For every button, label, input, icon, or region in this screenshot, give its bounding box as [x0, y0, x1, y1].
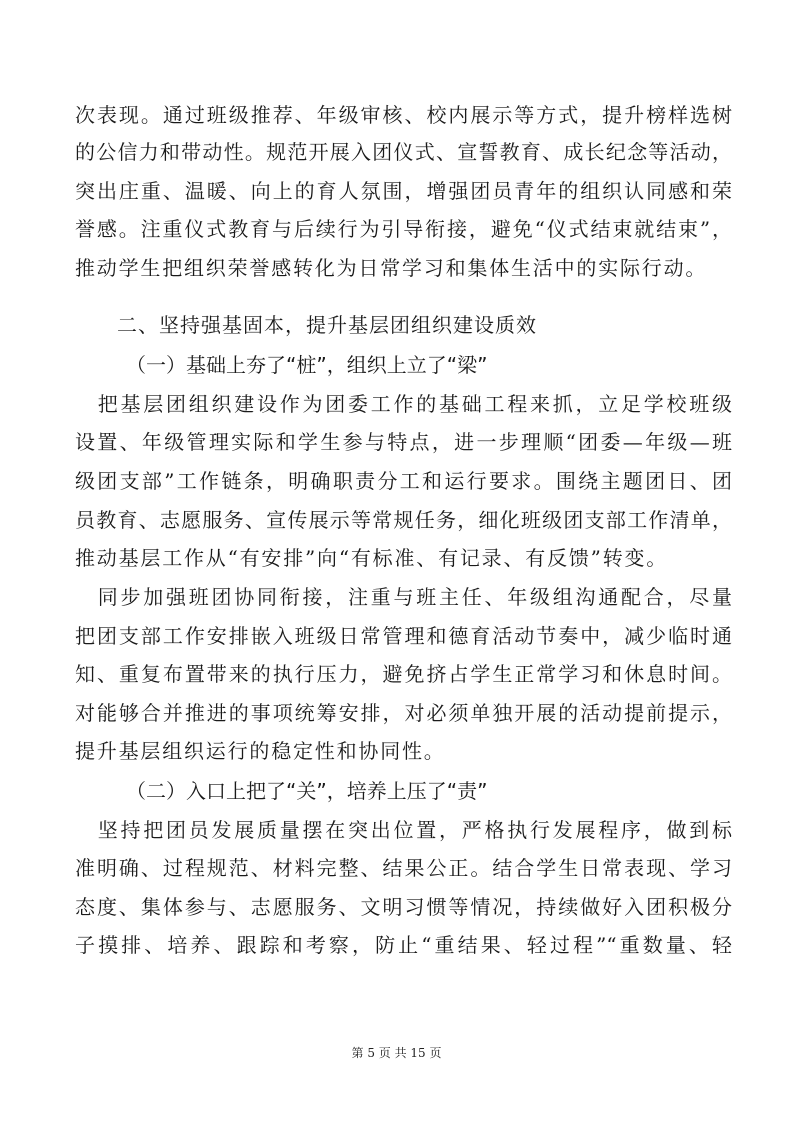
subsection-heading: （二）入口上把了“关”，培养上压了“责” — [126, 779, 488, 803]
paragraph-line: 突出庄重、温暖、向上的育人氛围，增强团员青年的组织认同感和荣 — [75, 179, 732, 203]
paragraph-line: 级团支部”工作链条，明确职责分工和运行要求。围绕主题团日、团 — [75, 469, 732, 493]
section-heading: 二、坚持强基固本，提升基层团组织建设质效 — [117, 313, 537, 337]
paragraph-line: 准明确、过程规范、材料完整、结果公正。结合学生日常表现、学习 — [75, 856, 732, 880]
paragraph-line: 对能够合并推进的事项统筹安排，对必须单独开展的活动提前提示， — [75, 701, 732, 725]
paragraph-line: 同步加强班团协同衔接，注重与班主任、年级组沟通配合，尽量 — [75, 585, 732, 609]
paragraph-line: 推动基层工作从“有安排”向“有标准、有记录、有反馈”转变。 — [75, 546, 669, 570]
page-footer: 第 5 页 共 15 页 — [351, 1046, 442, 1060]
paragraph-line: 提升基层组织运行的稳定性和协同性。 — [75, 739, 446, 763]
paragraph-line: 态度、集体参与、志愿服务、文明习惯等情况，持续做好入团积极分 — [75, 895, 732, 919]
paragraph-line: 的公信力和带动性。规范开展入团仪式、宣誓教育、成长纪念等活动， — [75, 140, 732, 164]
paragraph-line: 把基层团组织建设作为团委工作的基础工程来抓，立足学校班级 — [75, 392, 732, 416]
paragraph-line: 子摸排、培养、跟踪和考察，防止“重结果、轻过程”“重数量、轻 — [75, 933, 732, 957]
paragraph-line: 知、重复布置带来的执行压力，避免挤占学生正常学习和休息时间。 — [75, 662, 732, 686]
paragraph-line: 推动学生把组织荣誉感转化为日常学习和集体生活中的实际行动。 — [75, 256, 708, 280]
paragraph-line: 员教育、志愿服务、宣传展示等常规任务，细化班级团支部工作清单， — [75, 508, 732, 532]
paragraph-line: 设置、年级管理实际和学生参与特点，进一步理顺“团委—年级—班 — [75, 430, 732, 454]
paragraph-line: 誉感。注重仪式教育与后续行为引导衔接，避免“仪式结束就结束”， — [75, 217, 732, 241]
paragraph-line: 坚持把团员发展质量摆在突出位置，严格执行发展程序，做到标 — [75, 818, 732, 842]
paragraph-line: 把团支部工作安排嵌入班级日常管理和德育活动节奏中，减少临时通 — [75, 624, 732, 648]
paragraph-line: 次表现。通过班级推荐、年级审核、校内展示等方式，提升榜样选树 — [75, 103, 732, 127]
subsection-heading: （一）基础上夯了“桩”，组织上立了“梁” — [126, 353, 488, 377]
